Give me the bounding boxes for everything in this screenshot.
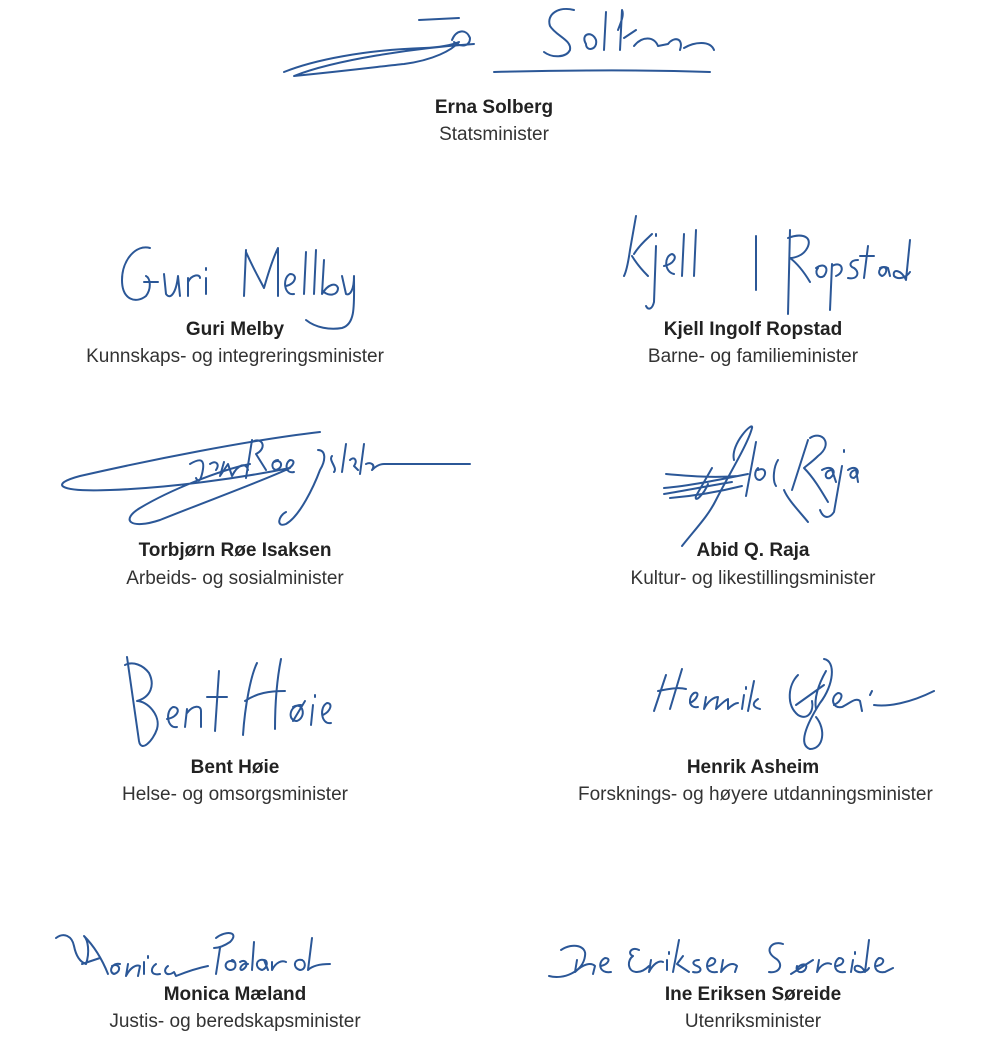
signature-ropstad bbox=[618, 210, 918, 320]
signatory-role: Statsminister bbox=[439, 124, 549, 145]
signatory-name: Torbjørn Røe Isaksen bbox=[138, 540, 332, 561]
signature-maeland bbox=[50, 918, 420, 988]
signatory-role: Arbeids- og sosialminister bbox=[126, 568, 344, 589]
signatory-name: Guri Melby bbox=[185, 319, 285, 340]
signatory-name: Henrik Asheim bbox=[686, 757, 820, 778]
signatory-raja bbox=[578, 420, 928, 600]
signatory-role: Justis- og beredskapsminister bbox=[109, 1011, 361, 1032]
signatory-role: Helse- og omsorgsminister bbox=[122, 784, 348, 805]
signature-asheim bbox=[648, 645, 968, 755]
signature-raja bbox=[658, 420, 878, 560]
signatory-soreide bbox=[578, 910, 928, 1041]
signatory-solberg bbox=[344, 0, 644, 160]
signature-soreide bbox=[543, 920, 983, 990]
signatory-role: Barne- og familieminister bbox=[647, 346, 859, 367]
signatory-name: Kjell Ingolf Ropstad bbox=[663, 319, 843, 340]
signature-solberg bbox=[274, 0, 734, 90]
signatory-name: Bent Høie bbox=[190, 757, 280, 778]
signatory-maeland bbox=[60, 910, 410, 1041]
signatory-name: Abid Q. Raja bbox=[696, 540, 810, 561]
signatory-role: Forsknings- og høyere utdanningsminister bbox=[578, 784, 933, 805]
signature-hoie bbox=[115, 645, 355, 755]
signatory-hoie bbox=[60, 645, 410, 815]
signatory-name: Erna Solberg bbox=[434, 97, 554, 118]
signatory-asheim bbox=[578, 645, 933, 815]
signatory-role: Kunnskaps- og integreringsminister bbox=[86, 346, 384, 367]
signatory-ropstad bbox=[578, 210, 928, 380]
signatory-role: Kultur- og likestillingsminister bbox=[630, 568, 876, 589]
signatory-isaksen bbox=[60, 420, 410, 600]
signature-isaksen bbox=[50, 420, 490, 540]
signatory-name: Ine Eriksen Søreide bbox=[664, 984, 842, 1005]
signatory-name: Monica Mæland bbox=[163, 984, 307, 1005]
signatory-role: Utenriksminister bbox=[684, 1011, 822, 1032]
signatory-melby bbox=[60, 230, 410, 380]
